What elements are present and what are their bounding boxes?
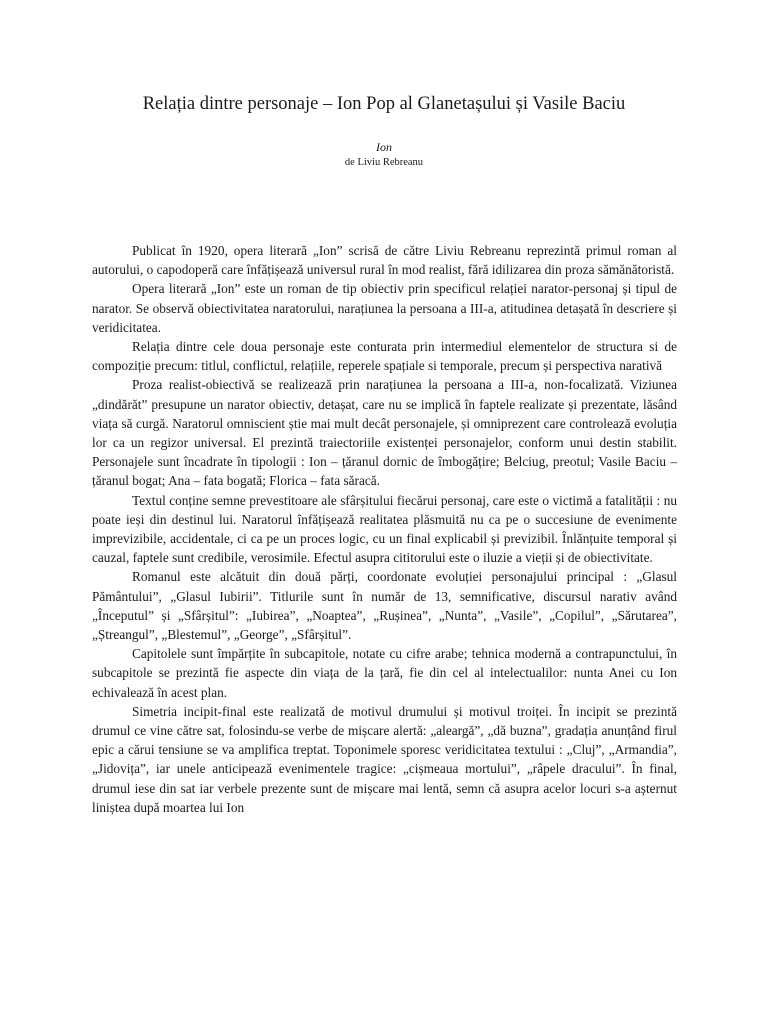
paragraph: Relația dintre cele doua personaje este conturata prin intermediul elementelor de structura si de compoziție precum: titlul, conflictul, relațiile, reperele spațiale si temporale, precum și perspectiva narativă xyxy=(92,339,677,374)
document-title: Relația dintre personaje – Ion Pop al Glanetașului și Vasile Baciu xyxy=(142,94,626,114)
author-line: de Liviu Rebreanu xyxy=(344,157,424,168)
document-body xyxy=(92,241,677,817)
paragraph: Proza realist-obiectivă se realizează prin narațiunea la persoana a III-a, non-focalizată. Viziunea „dindărăt” presupune un narator obiectiv, detașat, care nu se implică în faptele realizate și prezentate, lăsând viața să curgă. Naratorul omniscient știe mai mult decât personajele, și omniprezent care controlează evoluția lor ca un regizor universal. El prezintă traiectoriile existenței personajelor, conform unui destin stabilit. Personajele sunt încadrate în tipologii : Ion – țăranul dornic de îmbogățire; Belciug, preotul; Vasile Baciu – țăranul bogat; Ana – fata bogată; Florica – fata săracă. xyxy=(92,377,677,489)
paragraph: Simetria incipit-final este realizată de motivul drumului și motivul troiței. În incipit se prezintă drumul ce vine către sat, folosindu-se verbe de mișcare alertă: „aleargă”, „dă buzna”, gradația anunțând firul epic a cărui tensiune se va amplifica treptat. Toponimele sporesc veridicitatea textului : „Cluj”, „Armandia”, „Jidovița”, iar unele anticipează evenimentele tragice: „cișmeaua mortului”, „râpele dracului”. În final, drumul iese din sat iar verbele prezente sunt de mișcare mai lentă, semn că asupra acelor locuri s-a așternut liniștea după moartea lui Ion xyxy=(92,703,677,815)
paragraph: Romanul este alcătuit din două părți, coordonate evoluției personajului principal : „Glasul Pământului”, „Glasul Iubirii”. Titlurile sunt în număr de 13, semnificative, discursul narativ având „Începutul” și „Sfârșitul”: „Iubirea”, „Noaptea”, „Rușinea”, „Nunta”, „Vasile”, „Copilul”, „Sărutarea”, „Ștreangul”, „Blestemul”, „George”, „Sfârșitul”. xyxy=(92,569,677,643)
paragraph: Publicat în 1920, opera literară „Ion” scrisă de către Liviu Rebreanu reprezintă primul roman al autorului, o capodoperă care înfățișează universul rural în mod realist, fără idilizarea din proza sămănătoristă. xyxy=(92,243,677,278)
paragraph: Opera literară „Ion” este un roman de tip obiectiv prin specificul relației narator-personaj și tipul de narator. Se observă obiectivitatea naratorului, narațiunea la persoana a III-a, atitudinea detașată în descriere și veridicitatea. xyxy=(92,281,677,335)
work-title: Ion xyxy=(376,140,392,154)
paragraph: Capitolele sunt împărțite în subcapitole, notate cu cifre arabe; tehnica modernă a contrapunctului, în subcapitole se prezintă fie aspecte din viața de la țară, fie din cel al intelectualilor: nunta Anei cu Ion echivalează în acest plan. xyxy=(92,646,677,700)
paragraph: Textul conține semne prevestitoare ale sfârșitului fiecărui personaj, care este o victimă a fatalității : nu poate ieși din destinul lui. Naratorul înfățișează realitatea plăsmuită nu ca pe o succesiune de evenimente imprevizibile, accidentale, ci ca pe un proces logic, cu un final explicabil și previzibil. Înlănțuite temporal și cauzal, faptele sunt credibile, verosimile. Efectul asupra cititorului este o iluzie a vieții și de obiectivitate. xyxy=(92,492,677,566)
